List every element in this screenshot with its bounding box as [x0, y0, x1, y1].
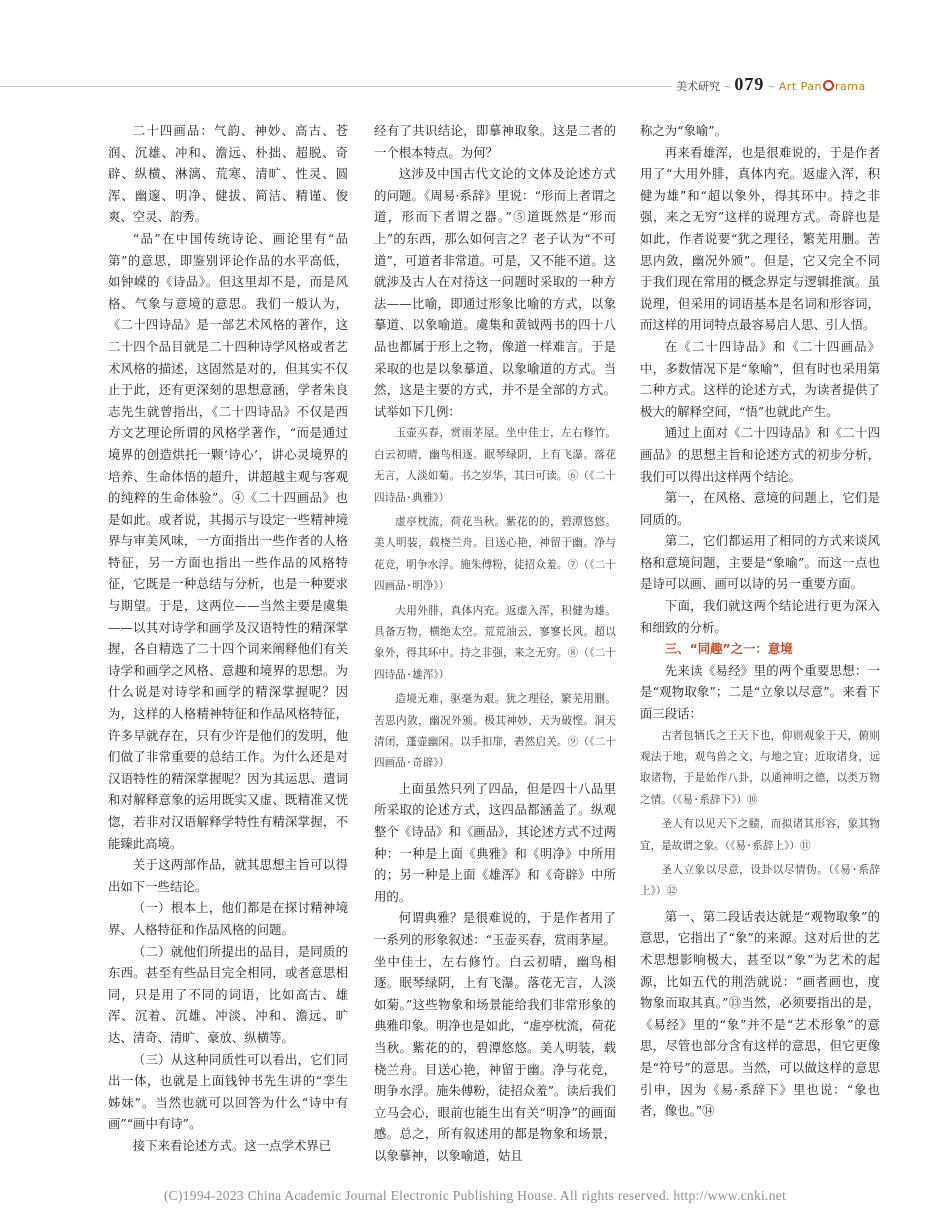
paragraph: 关于这两部作品，就其思想主旨可以得出如下一些结论。: [108, 857, 348, 894]
paragraph: 称之为“象喻”。: [640, 123, 728, 138]
paragraph: 在《二十四诗品》和《二十四画品》中，多数情况下是“象喻”，但有时也采用第二种方式。这样的论述方式，为读者提供了极大的解释空间，“悟”也就此产生。: [640, 338, 880, 419]
paragraph: 通过上面对《二十四诗品》和《二十四画品》的思想主旨和论述方式的初步分析，我们可以得出这样两个结论。: [640, 425, 880, 484]
paragraph: 第一、第二段话表达就是“观物取象”的意思，它指出了“象”的来源。这对后世的艺术思想影响极大，甚至以“象”为艺术的起源，比如五代的荆浩就说：“画者画也，度物象而取其真。”⑬当然，必须要指出的是，《易经》里的“象”并不是“艺术形象”的意思，尽管也部分含有这样的意思，但它更像是“符号”的意思。当然，可以做这样的意思引申，因为《易·系辞下》里也说：“象也者，像也。”⑭: [640, 908, 880, 1119]
english-journal-name: Art Pan rama: [778, 80, 866, 93]
copyright-footer: (C)1994-2023 China Academic Journal Electronic Publishing House. All rights reserved. http://www.cnki.net: [163, 1188, 787, 1203]
block-quote: 古者包牺氏之王天下也，仰则观象于天，俯则观法于地，观鸟兽之文，与地之宜；近取诸身，远取诸物，于是始作八卦，以通神明之德，以类万物之情。（《易·系辞下》）⑩: [640, 729, 880, 806]
text-column-3: [640, 120, 880, 1170]
paragraph: 先来读《易经》里的两个重要思想：一是“观物取象”；二是“立象以尽意”。来看下面三段话：: [640, 662, 880, 722]
paragraph: （二）就他们所提出的品目，是同质的东西。甚至有些品目完全相同，或者意思相同，只是用了不同的词语，比如高古、雄浑、沉着、沉雄、冲淡、冲和、澹远、旷达、清奇、清旷、豪放、纵横等。: [108, 943, 348, 1045]
running-header: [0, 66, 950, 106]
paragraph: （三）从这种同质性可以看出，它们同出一体，也就是上面钱钟书先生讲的“孪生姊妹”。当然也就可以回答为什么“诗中有画”“画中有诗”。: [108, 1051, 348, 1132]
section-heading: 三、“同趣”之一：意境: [664, 641, 793, 657]
logo-ring-icon: [823, 80, 834, 91]
block-quote: 大用外腓，真体内充。返虚入浑，积健为雄。具备万物，横绝太空。荒荒油云，寥寥长风。超以象外，得其环中。持之非强，来之无穷。⑧（《二十四诗品·雄浑》）: [374, 604, 616, 681]
page-number: 079: [734, 74, 765, 94]
paragraph: （一）根本上，他们都是在探讨精神境界、人格特征和作品风格的问题。: [108, 900, 348, 937]
paragraph: 这涉及中国古代文论的文体及论述方式的问题。《周易·系辞》里说：“形而上者谓之道，形而下者谓之器。”⑤道既然是“形而上”的东西，那么如何言之？老子认为“不可道”，可道者非常道。可是，又不能不道。这就涉及古人在对待这一问题时采取的一种方法——比喻，即通过形象比喻的方式，以象摹道、以象喻道。虞集和黄钺两书的四十八品也都属于形上之物，像道一样难言。于是采取的也是以象摹道、以象喻道的方式。当然，这是主要的方式，并不是全部的方式。试举如下几例：: [374, 166, 616, 419]
paragraph: 第一，在风格、意境的问题上，它们是同质的。: [640, 490, 880, 527]
block-quote: 玉壶买春，赏雨茅屋。坐中佳士，左右修竹。白云初晴，幽鸟相逐。眠琴绿阴，上有飞瀑。落花无言，人淡如菊。书之岁华，其曰可读。⑥（《二十四诗品·典雅》）: [374, 427, 616, 504]
block-quote: 圣人有以见天下之赜，而拟诸其形容，象其物宜，是故谓之象。（《易·系辞上》）⑪: [640, 818, 880, 852]
paragraph: 何谓典雅？是很难说的，于是作者用了一系列的形象叙述：“玉壶买春，赏雨茅屋。坐中佳士，左右修竹。白云初晴，幽鸟相逐。眠琴绿阴，上有飞瀑。落花无言，人淡如菊。”这些物象和场景能给我们非常形象的典雅印象。明净也是如此，“虚亭枕流，荷花当秋。紫花的的，碧潭悠悠。美人明装，载桡兰舟。目送心艳，神留于幽。净与花竞，明争水浮。施朱傅粉，徒招众羞”。读后我们立马会心，眼前也能生出有关“明净”的画面感。总之，所有叙述用的都是物象和场景，以象摹神，以象喻道，姑且: [374, 910, 616, 1163]
paragraph: 下面，我们就这两个结论进行更为深入和细致的分析。: [640, 598, 880, 635]
header-separator-2: ~: [767, 82, 776, 93]
paragraph: 二十四画品：气韵、神妙、高古、苍润、沉雄、冲和、澹远、朴拙、超脱、奇辟、纵横、淋漓、荒寒、清旷、性灵、圆浑、幽邃、明净、健拔、简洁、精谨、俊爽、空灵、韵秀。: [108, 123, 348, 225]
paragraph: 再来看雄浑，也是很难说的，于是作者用了“大用外腓，真体内充。返虚入浑，积健为雄”和“超以象外，得其环中。持之非强，来之无穷”这样的说理方式。奇辟也是如此，作者说要“犹之理径，繁芜用删。苦思内敛，幽况外颁”。但是，它又完全不同于我们现在常用的概念界定与逻辑推演。虽说理，但采用的词语基本是名词和形容词，而这样的用词特点最容易启人思、引人悟。: [640, 144, 880, 333]
paragraph: 第二，它们都运用了相同的方式来谈风格和意境问题，主要是“象喻”。而这一点也是诗可以画、画可以诗的另一重要方面。: [640, 533, 880, 592]
paragraph: 接下来看论述方式。这一点学术界已: [132, 1137, 332, 1153]
block-quote: 虚亭枕流，荷花当秋。紫花的的，碧潭悠悠。美人明装，载桡兰舟。目送心艳，神留于幽。净与花竞，明争水浮。施朱傅粉，徒招众羞。⑦（《二十四画品·明净》）: [374, 515, 616, 593]
text-column-1: [108, 120, 348, 1170]
header-masthead: [676, 74, 936, 95]
paragraph: “品”在中国传统诗论、画论里有“品第”的意思，即鉴别评论作品的水平高低，如钟嵘的《诗品》。但这里却不是，而是风格、气象与意境的意思。我们一般认为，《二十四诗品》是一部艺术风格的著作，这二十四个品目就是二十四种诗学风格或者艺术风格的描述，这固然是对的，但其实不仅止于此，还有更深刻的思想意涵，学者朱良志先生就曾指出，《二十四诗品》不仅是西方文艺理论所谓的风格学著作，“而是通过境界的创造烘托一颗‘诗心’，讲心灵境界的培养、生命体悟的超升，讲超越主观与客观的纯粹的生命体验”。④《二十四画品》也是如此。或者说，其揭示与设定一些精神境界与审美风味，一方面指出一些作者的人格特征，另一方面也指出一些作品的风格特征，它既是一种总结与分析，也是一种要求与期望。于是，这两位——当然主要是虞集——以其对诗学和画学及汉语特性的精深掌握，各自精选了二十四个词来阐释他们有关诗学和画学之风格、意趣和境界的思想。为什么说是对诗学和画学的精深掌握呢？因为，这样的人格精神特征和作品风格特征，许多早就存在，只有少许是他们的发明，他们做了非常重要的总结工作。为什么还是对汉语特性的精深掌握呢？因为其运思、遣词和对解释意象的运用既实又虚、既精准又恍惚，若非对汉语解释学特性有精深掌握，不能臻此高境。: [108, 230, 348, 851]
paragraph: 上面虽然只列了四品，但是四十八品里所采取的论述方式，这四品都涵盖了。纵观整个《诗品》和《画品》，其论述方式不过两种：一种是上面《典雅》和《明净》中所用的；另一种是上面《雄浑》和《奇辟》中所用的。: [374, 780, 616, 904]
header-rule: [0, 86, 672, 87]
block-quote: 圣人立象以尽意，设卦以尽情伪。（《易·系辞上》）⑫: [640, 864, 880, 898]
paragraph: 经有了共识结论，即摹神取象。这是二者的一个根本特点。为何？: [374, 123, 616, 160]
text-column-2: [374, 120, 616, 1170]
journal-name: 美术研究: [676, 80, 720, 93]
header-separator: ~: [723, 82, 732, 93]
block-quote: 造境无难，驱毫为艰。犹之理径，繁芜用删。苦思内敛，幽况外颁。极其神妙，天为破悭。洞天清闭，蓬壶幽闲。以手扣扉，砉然启关。⑨（《二十四画品·奇辟》）: [374, 693, 616, 770]
